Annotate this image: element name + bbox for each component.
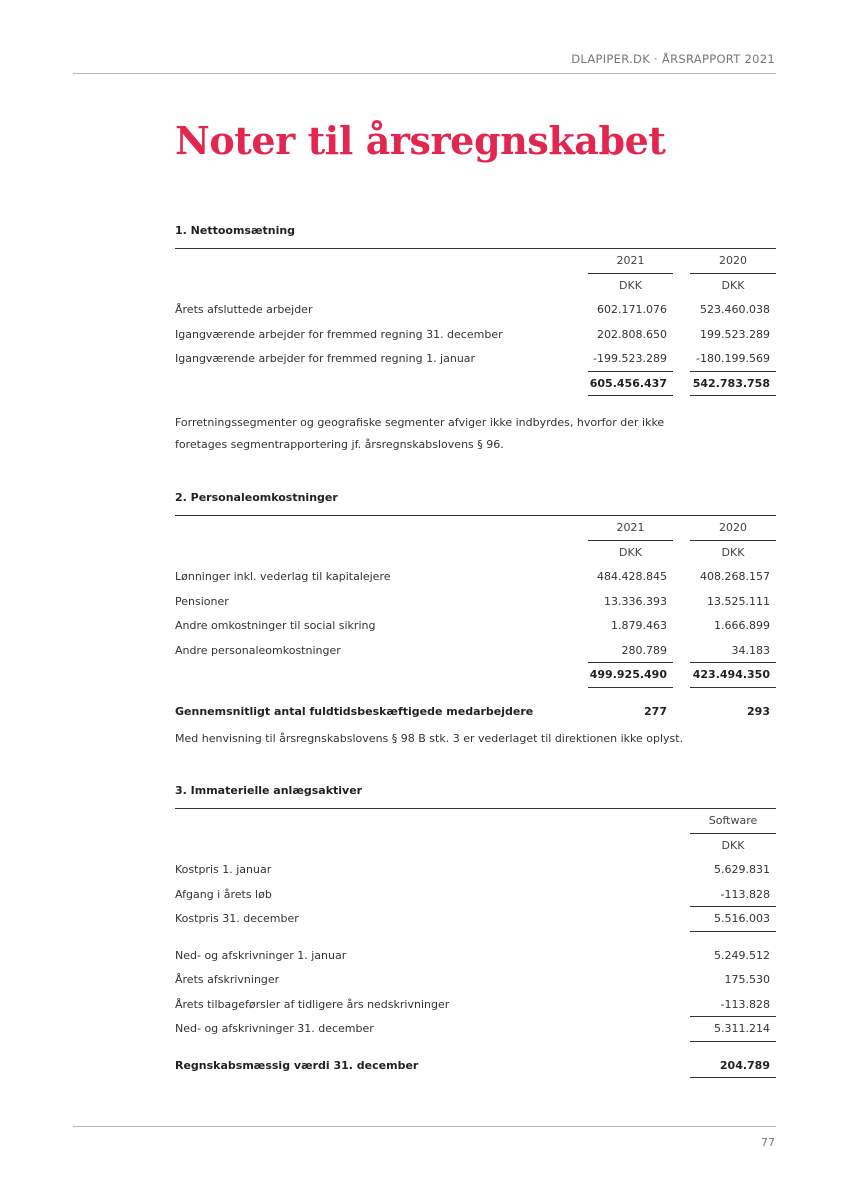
value: 204.789 (690, 1053, 776, 1078)
value-2021: 13.336.393 (604, 594, 667, 608)
value: 5.311.214 (690, 1017, 776, 1042)
header-divider (73, 73, 776, 74)
page-number: 77 (761, 1136, 775, 1149)
note-intangible-assets (175, 782, 776, 1078)
value-2020: 13.525.111 (707, 594, 770, 608)
value: 5.516.003 (690, 907, 776, 932)
note-heading: 2. Personaleomkostninger (175, 491, 338, 504)
value-2020: 523.460.038 (700, 303, 770, 317)
row-label: Ned- og afskrivninger 31. december (175, 1022, 374, 1036)
row-label: Ned- og afskrivninger 1. januar (175, 948, 347, 962)
row-label: Gennemsnitligt antal fuldtidsbeskæftigede medarbejdere (175, 704, 534, 718)
segment-note: Forretningssegmenter og geografiske segmenter afviger ikke indbyrdes, hvorfor der ikke foretages segmentrapportering jf. årsregnskabslovens § 96. (175, 416, 665, 451)
value-2021: 277 (644, 704, 667, 718)
subtotal-row (175, 1017, 776, 1042)
value: 5.249.512 (714, 948, 770, 962)
table-row (175, 614, 776, 639)
column-header-software: Software (690, 809, 776, 834)
currency-label: DKK (721, 279, 745, 292)
table-row (175, 298, 776, 323)
value-2021: -199.523.289 (593, 352, 667, 365)
note-heading: 3. Immaterielle anlægsaktiver (175, 784, 363, 797)
table-row (175, 589, 776, 614)
table-row (175, 322, 776, 347)
total-row (175, 663, 776, 688)
employees-row (175, 699, 776, 724)
column-header-2021: 2021 (588, 249, 673, 274)
row-label: Årets afskrivninger (175, 973, 280, 987)
value-2021: 1.879.463 (611, 619, 667, 633)
currency-label: DKK (619, 546, 642, 559)
table-row (175, 347, 776, 372)
row-label: Afgang i årets løb (175, 887, 272, 901)
column-header-2020: 2020 (690, 249, 776, 274)
value: -113.828 (720, 887, 770, 901)
row-label: Årets tilbageførsler af tidligere års nedskrivninger (175, 997, 450, 1011)
note-staff-costs (175, 489, 776, 750)
currency-label: DKK (619, 279, 642, 292)
currency-label: DKK (721, 839, 745, 852)
row-label: Lønninger inkl. vederlag til kapitalejere (175, 570, 391, 584)
page-header: DLAPIPER.DK · ÅRSRAPPORT 2021 (571, 52, 775, 66)
value: -113.828 (720, 997, 770, 1011)
value-2020: 1.666.899 (714, 619, 770, 633)
table-row (175, 943, 776, 968)
table-row (175, 858, 776, 883)
staff-costs-table (175, 515, 776, 724)
table-row (175, 638, 776, 663)
row-label: Kostpris 1. januar (175, 863, 272, 877)
value-2021: 280.789 (621, 643, 667, 657)
row-label: Pensioner (175, 594, 229, 608)
table-row (175, 968, 776, 993)
remuneration-note: Med henvisning til årsregnskabslovens § 98 B stk. 3 er vederlaget til direktionen ikke oplyst. (175, 731, 684, 745)
value: 175.530 (724, 973, 770, 987)
value-2020: 293 (747, 704, 770, 718)
value-2021: 202.808.650 (597, 327, 667, 341)
row-label: Kostpris 31. december (175, 912, 299, 926)
total-2020: 423.494.350 (690, 663, 776, 688)
table-row (175, 882, 776, 907)
page-title: Noter til årsregnskabet (175, 118, 666, 163)
value-2020: 34.183 (731, 643, 770, 657)
column-header-2020: 2020 (690, 516, 776, 541)
subtotal-row (175, 907, 776, 932)
value-2020: -180.199.569 (696, 352, 770, 365)
note-heading: 1. Nettoomsætning (175, 224, 296, 237)
value-2020: 408.268.157 (700, 570, 770, 584)
intangible-assets-table (175, 808, 776, 1078)
table-row (175, 565, 776, 590)
total-row (175, 371, 776, 396)
value-2021: 602.171.076 (597, 303, 667, 317)
footer-divider (73, 1126, 776, 1127)
net-revenue-table (175, 248, 776, 396)
currency-label: DKK (721, 546, 745, 559)
row-label: Regnskabsmæssig værdi 31. december (175, 1058, 419, 1072)
column-header-2021: 2021 (588, 516, 673, 541)
row-label: Årets afsluttede arbejder (175, 303, 313, 317)
row-label: Andre omkostninger til social sikring (175, 619, 376, 633)
value-2020: 199.523.289 (700, 327, 770, 341)
total-2021: 499.925.490 (588, 663, 673, 688)
value: 5.629.831 (714, 863, 770, 877)
note-net-revenue (175, 222, 776, 456)
row-label: Andre personaleomkostninger (175, 643, 341, 657)
book-value-row (175, 1053, 776, 1078)
row-label: Igangværende arbejder for fremmed regning 1. januar (175, 352, 476, 366)
value-2021: 484.428.845 (597, 570, 667, 584)
total-2021: 605.456.437 (588, 371, 673, 396)
table-row (175, 992, 776, 1017)
total-2020: 542.783.758 (690, 371, 776, 396)
row-label: Igangværende arbejder for fremmed regning 31. december (175, 327, 503, 341)
